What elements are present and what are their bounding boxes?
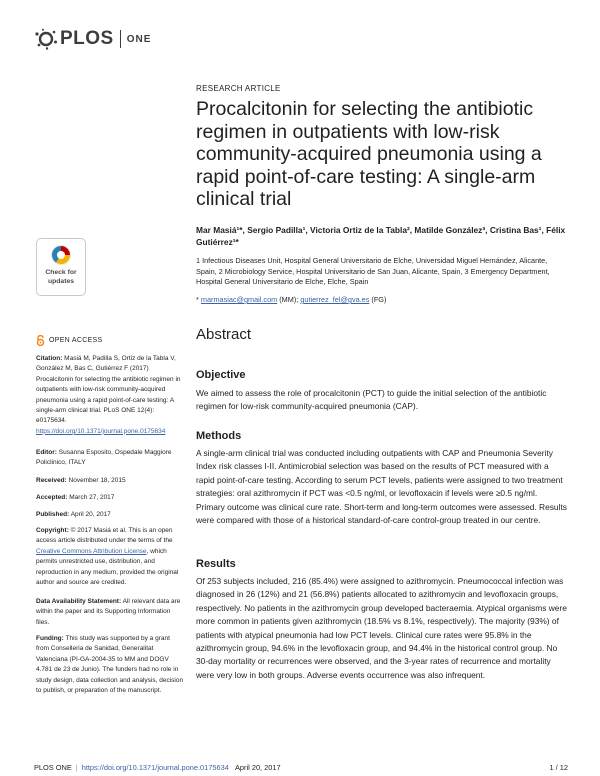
- email-link-mm[interactable]: marmasiac@gmail.com: [200, 295, 278, 304]
- sidebar-citation: [36, 354, 184, 437]
- open-lock-icon: [36, 335, 45, 346]
- copyright-text-1: © 2017 Masiá et al. This is an open access article distributed under the terms of the: [36, 527, 173, 545]
- citation-text: Masiá M, Padilla S, Ortiz de la Tabla V, González M, Bas C, Gutiérrez F (2017) Procalcitonin for selecting the antibiotic regimen in outpatients with low-risk community-acquired pneumonia using a rapid point-of-care testing: A single-arm clinical trial. PLoS ONE 12(4): e0175634.: [36, 355, 181, 425]
- email-link-fg[interactable]: gutierrez_fel@gva.es: [300, 295, 370, 304]
- cc-license-link[interactable]: Creative Commons Attribution License: [36, 547, 147, 555]
- copyright-label: Copyright:: [36, 527, 69, 534]
- logo-plos-text: PLOS: [60, 28, 114, 49]
- plos-logo-icon: [34, 28, 58, 50]
- published-date: April 20, 2017: [70, 511, 111, 518]
- corr-suffix: (FG): [369, 295, 387, 304]
- sidebar-accepted: [36, 493, 184, 503]
- open-access-label: [36, 335, 102, 346]
- results-text: Of 253 subjects included, 216 (85.4%) were assigned to azithromycin. Pneumococcal infection was diagnosed in 26 (12%) and 21 (56.8%) patients allocated to azithromycin and levofloxacin groups, respectively. No patients in the azithromycin group developed bacteraemia. Atypical organisms were more common in patients given azithromycin (18.5% vs 8.1%, respectively). The majority (93%) of patients with atypical pneumonia had low PCT levels. Clinical cure rates were 95.8% in the azithromycin group, 94.6% in the levofloxacin group, and 94.4% in the historical control group. No 30-day mortality or recurrences were observed, and the 3-year rates of recurrence and mortality were very low in both groups. Adverse events occurrence was also infrequent.: [196, 576, 567, 680]
- footer-journal: PLOS ONE: [34, 763, 72, 772]
- sidebar-editor: [36, 448, 184, 469]
- check-updates-line1: Check for: [45, 269, 77, 276]
- results-heading: Results: [196, 558, 236, 570]
- author-list: Mar Masiá¹*, Sergio Padilla¹, Victoria Ortiz de la Tabla², Matilde González³, Cristina Bas¹, Félix Gutiérrez¹*: [196, 225, 566, 247]
- editor-text: Susanna Esposito, Ospedale Maggiore Policlinico, ITALY: [36, 449, 172, 467]
- received-label: Received:: [36, 477, 67, 484]
- sidebar-received: [36, 476, 184, 486]
- citation-label: Citation:: [36, 355, 63, 362]
- abstract-heading: Abstract: [196, 326, 252, 343]
- methods-heading: Methods: [196, 430, 242, 442]
- sidebar-data-availability: [36, 597, 184, 628]
- published-label: Published:: [36, 511, 70, 518]
- footer-left: [34, 763, 281, 772]
- objective-heading: Objective: [196, 369, 246, 381]
- check-for-updates-badge[interactable]: [36, 238, 86, 296]
- check-updates-line2: updates: [47, 278, 75, 285]
- copyright-text-2: , which permits unrestricted use, distribution, and reproduction in any medium, provided the original author and source are credited.: [36, 547, 179, 587]
- funding-label: Funding:: [36, 635, 64, 642]
- sidebar-copyright: [36, 526, 184, 588]
- check-updates-icon: [50, 244, 72, 266]
- logo-journal-text: ONE: [126, 33, 152, 45]
- sidebar-funding: [36, 634, 184, 696]
- citation-doi-link[interactable]: https://doi.org/10.1371/journal.pone.0175634: [36, 427, 166, 435]
- sidebar-published: [36, 510, 184, 520]
- plos-one-logo[interactable]: [34, 27, 151, 51]
- funding-text: This study was supported by a grant from Conselleria de Sanidad, Generalitat Valenciana (PI-GA-2004-35 to MM and DOGV 4.781 de 23 de Junio). The funders had no role in study design, data collection and analysis, decision to publish, or preparation of the manuscript.: [36, 635, 184, 695]
- logo-divider: [120, 30, 121, 48]
- received-date: November 18, 2015: [68, 477, 126, 484]
- footer-page-number: 1 / 12: [549, 763, 568, 772]
- affiliations: 1 Infectious Diseases Unit, Hospital General Universitario de Elche, Universidad Miguel Hernández, Alicante, Spain, 2 Microbiology Service, Hospital Universitario de San Juan, Alicante, Spain, 3 Emergency Department, Hospital General Universitario de Elche, Elche, Spain: [196, 256, 550, 286]
- footer-separator: |: [75, 763, 78, 772]
- corr-prefix: *: [196, 295, 201, 304]
- methods-text: A single-arm clinical trial was conducted including outpatients with CAP and Pneumonia Severity Index risk classes I-II. Antimicrobial selection was based on the results of PCT measured with a rapid point-of-care testing. According to serum PCT levels, patients were assigned to two treatment strategies: oral azithromycin if PCT was <0.5 ng/ml, or levofloxacin if levels were ≥0.5 ng/ml. Primary outcome was clinical cure rate. Short-term and long-term outcomes were assessed. Results were compared with those of a historical standard-of-care control-group treated in our centre.: [196, 448, 567, 526]
- correspondence: [196, 295, 568, 305]
- accepted-label: Accepted:: [36, 494, 68, 501]
- data-availability-label: Data Availability Statement:: [36, 598, 122, 605]
- footer-doi-link[interactable]: https://doi.org/10.1371/journal.pone.0175634: [81, 763, 229, 772]
- editor-label: Editor:: [36, 449, 57, 456]
- page-footer: [34, 763, 568, 772]
- accepted-date: March 27, 2017: [69, 494, 115, 501]
- corr-mid: (MM);: [277, 295, 301, 304]
- open-access-text: OPEN ACCESS: [49, 337, 103, 344]
- article-type: RESEARCH ARTICLE: [196, 84, 281, 93]
- article-title: Procalcitonin for selecting the antibiotic regimen in outpatients with low-risk community-acquired pneumonia using a rapid point-of-care testing: A single-arm clinical trial: [196, 98, 542, 210]
- data-availability-text: All relevant data are within the paper and its Supporting Information files.: [36, 598, 181, 626]
- footer-date: April 20, 2017: [235, 763, 281, 772]
- objective-text: We aimed to assess the role of procalcitonin (PCT) to guide the initial selection of the antibiotic regimen for low-risk community-acquired pneumonia (CAP).: [196, 388, 547, 412]
